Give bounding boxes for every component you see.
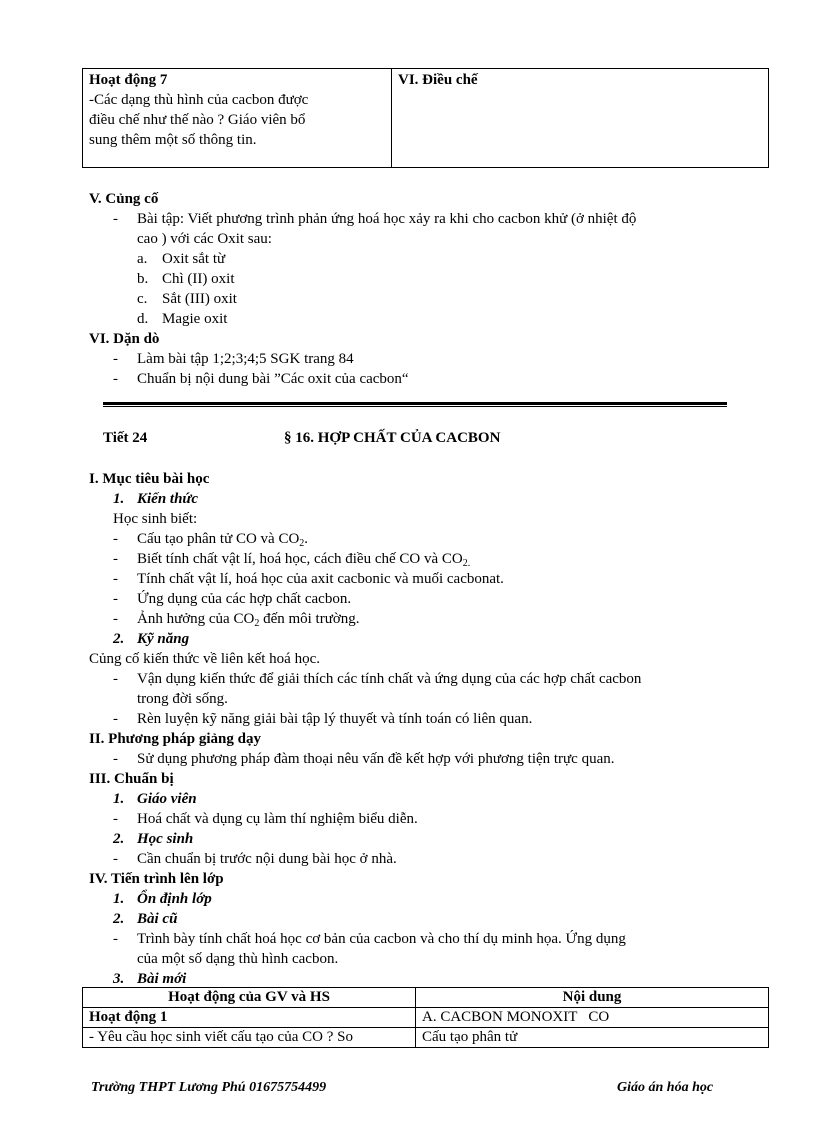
activity-7-line: sung thêm một số thông tin. (89, 132, 257, 148)
phuong-phap-heading: II. Phương pháp giảng dạy (89, 731, 261, 747)
dieu-che-cell (392, 69, 769, 168)
ky-nang-item: Rèn luyện kỹ năng giải bài tập lý thuyết và tính toán có liên quan. (137, 711, 533, 727)
hoc-sinh-num: 2. (113, 831, 125, 847)
ky-nang-title: Kỹ năng (137, 631, 190, 647)
giao-vien-title: Giáo viên (137, 791, 197, 807)
tien-trinh-heading: IV. Tiến trình lên lớp (89, 871, 224, 887)
exercise-text: cao ) với các Oxit sau: (137, 231, 272, 247)
step-2-text: của một số dạng thù hình cacbon. (137, 951, 339, 967)
activity-7-cell (83, 69, 392, 168)
table-cell: A. CACBON MONOXIT CO (416, 1008, 769, 1028)
muc-tieu-heading: I. Mục tiêu bài học (89, 471, 210, 487)
exercise-text: Bài tập: Viết phương trình phản ứng hoá học xảy ra khi cho cacbon khử (ở nhiệt độ (137, 211, 637, 227)
kien-thuc-item: Biết tính chất vật lí, hoá học, cách điều chế CO và $CO_{2.}$ (137, 551, 471, 569)
giao-vien-item: Hoá chất và dụng cụ làm thí nghiệm biểu diễn. (137, 811, 418, 827)
exercise-item: Oxit sắt từ (162, 251, 226, 267)
exercise-item-marker: d. (137, 311, 149, 327)
cung-co-heading: V. Củng cố (89, 191, 159, 207)
dan-do-item: Làm bài tập 1;2;3;4;5 SGK trang 84 (137, 351, 354, 367)
dan-do-heading: VI. Dặn dò (89, 331, 160, 347)
lesson-activity-table (82, 987, 769, 1048)
hoc-sinh-item: Cần chuẩn bị trước nội dung bài học ở nhà. (137, 851, 397, 867)
kien-thuc-item: Ảnh hưởng của $CO_2$ đến môi trường. (137, 611, 360, 629)
exercise-item: Sắt (III) oxit (162, 291, 237, 307)
phuong-phap-item: Sử dụng phương pháp đàm thoại nêu vấn đề kết hợp với phương tiện trực quan. (137, 751, 615, 767)
exercise-item-marker: a. (137, 251, 148, 267)
exercise-item: Magie oxit (162, 311, 228, 327)
hoc-sinh-title: Học sinh (137, 831, 194, 847)
step-1-num: 1. (113, 891, 125, 907)
activity-7-table (82, 68, 769, 168)
table-cell: - Yêu cầu học sinh viết cấu tạo của CO ? So (83, 1028, 416, 1048)
kien-thuc-item: Ứng dụng của các hợp chất cacbon. (137, 591, 352, 607)
footer-school: Trường THPT Lương Phú 01675754499 (91, 1080, 327, 1095)
ky-nang-item: Vận dụng kiến thức để giải thích các tính chất và ứng dụng của các hợp chất cacbon (137, 671, 642, 687)
kien-thuc-title: Kiến thức (137, 491, 199, 507)
step-1-title: Ổn định lớp (137, 891, 212, 907)
giao-vien-num: 1. (113, 791, 125, 807)
exercise-item: Chì (II) oxit (162, 271, 235, 287)
ky-nang-num: 2. (113, 631, 125, 647)
step-2-num: 2. (113, 911, 125, 927)
section-divider (103, 402, 727, 405)
step-3-num: 3. (113, 971, 125, 987)
lesson-title: § 16. HỢP CHẤT CỦA CACBON (284, 430, 501, 446)
step-3-title: Bài mới (137, 971, 187, 987)
dieu-che-title: VI. Điều chế (398, 72, 478, 88)
kien-thuc-item: Tính chất vật lí, hoá học của axit cacbonic và muối cacbonat. (137, 571, 504, 587)
chuan-bi-heading: III. Chuẩn bị (89, 771, 174, 787)
ky-nang-item: trong đời sống. (137, 691, 228, 707)
activity-7-title: Hoạt động 7 (89, 72, 168, 88)
kien-thuc-intro: Học sinh biết: (113, 511, 198, 527)
section-divider (103, 406, 727, 407)
table-cell: Cấu tạo phân tử (416, 1028, 769, 1048)
lesson-period: Tiết 24 (103, 430, 148, 446)
activity-7-line: -Các dạng thù hình của cacbon được (89, 92, 309, 108)
exercise-item-marker: c. (137, 291, 148, 307)
kien-thuc-num: 1. (113, 491, 125, 507)
step-2-text: Trình bày tính chất hoá học cơ bản của cacbon và cho thí dụ minh họa. Ứng dụng (137, 931, 626, 947)
col-header-content: Nội dung (416, 988, 769, 1008)
activity-7-line: điều chế như thế nào ? Giáo viên bổ (89, 112, 306, 128)
kien-thuc-item: Cấu tạo phân tử CO và $CO_2$. (137, 531, 309, 549)
step-2-title: Bài cũ (137, 911, 178, 927)
dan-do-item: Chuẩn bị nội dung bài ”Các oxit của cacbon“ (137, 371, 409, 387)
col-header-activity: Hoạt động của GV và HS (83, 988, 416, 1008)
ky-nang-intro: Củng cố kiến thức về liên kết hoá học. (89, 651, 320, 667)
exercise-item-marker: b. (137, 271, 149, 287)
table-cell: Hoạt động 1 (83, 1008, 416, 1028)
footer-subject: Giáo án hóa học (617, 1080, 714, 1095)
